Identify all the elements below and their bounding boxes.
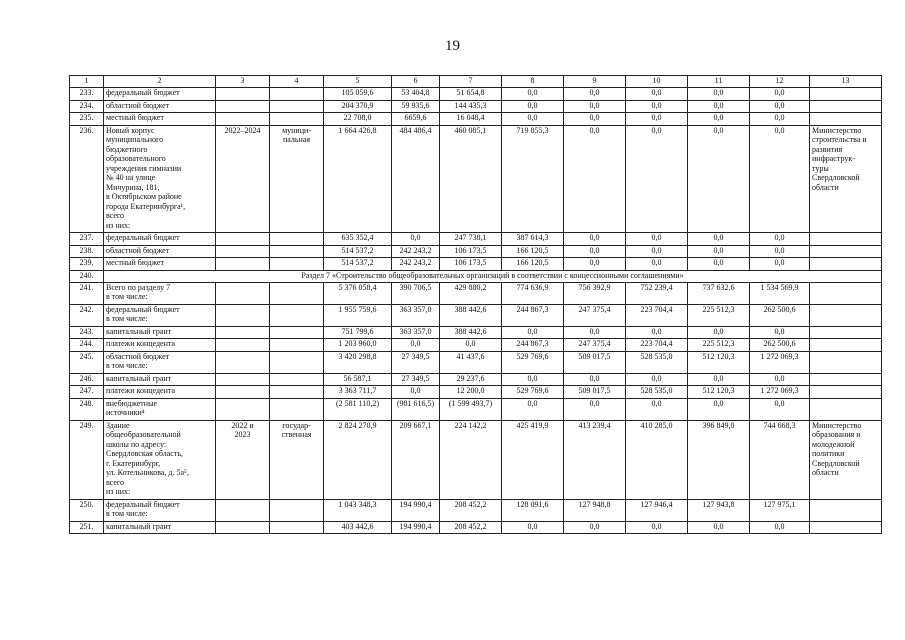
table-row xyxy=(70,521,882,534)
budget-table xyxy=(69,75,882,534)
row-period xyxy=(216,499,270,521)
row-value: 194 990,4 xyxy=(392,521,440,534)
row-period xyxy=(216,521,270,534)
row-number: 239. xyxy=(70,258,104,271)
row-type xyxy=(270,100,324,113)
row-value: 16 048,4 xyxy=(440,113,502,126)
row-organization xyxy=(810,100,882,113)
row-value: 204 370,9 xyxy=(324,100,392,113)
row-value: 0,0 xyxy=(502,373,564,386)
row-organization xyxy=(810,282,882,304)
row-value: (2 581 110,2) xyxy=(324,398,392,420)
row-organization xyxy=(810,339,882,352)
row-value: 106 173,5 xyxy=(440,245,502,258)
table-row xyxy=(70,339,882,352)
row-value: 0,0 xyxy=(626,326,688,339)
row-number: 237. xyxy=(70,233,104,246)
row-type xyxy=(270,113,324,126)
row-type xyxy=(270,88,324,101)
row-organization xyxy=(810,386,882,399)
row-value: 0,0 xyxy=(750,88,810,101)
row-value: 1 955 759,6 xyxy=(324,304,392,326)
row-value: 0,0 xyxy=(502,521,564,534)
row-value: 0,0 xyxy=(392,233,440,246)
row-value: 0,0 xyxy=(626,398,688,420)
row-value: 403 442,6 xyxy=(324,521,392,534)
row-period xyxy=(216,113,270,126)
row-value: 0,0 xyxy=(626,125,688,233)
table-row xyxy=(70,398,882,420)
row-organization xyxy=(810,304,882,326)
row-value: 0,0 xyxy=(502,113,564,126)
row-type xyxy=(270,373,324,386)
row-value: 29 237,6 xyxy=(440,373,502,386)
row-organization xyxy=(810,521,882,534)
row-value: 390 706,5 xyxy=(392,282,440,304)
row-type xyxy=(270,233,324,246)
row-value: 194 990,4 xyxy=(392,499,440,521)
row-period xyxy=(216,282,270,304)
row-name: капитальный грант xyxy=(104,373,216,386)
column-header: 13 xyxy=(810,76,882,88)
table-row xyxy=(70,282,882,304)
row-number: 249. xyxy=(70,420,104,499)
table-row xyxy=(70,88,882,101)
row-value: 0,0 xyxy=(688,113,750,126)
row-type xyxy=(270,351,324,373)
row-value: 56 587,1 xyxy=(324,373,392,386)
row-organization xyxy=(810,326,882,339)
row-organization xyxy=(810,351,882,373)
row-value: 0,0 xyxy=(750,326,810,339)
row-value: 410 285,0 xyxy=(626,420,688,499)
row-value: 166 120,5 xyxy=(502,245,564,258)
row-value: 0,0 xyxy=(502,326,564,339)
row-value: 0,0 xyxy=(564,326,626,339)
row-value: 0,0 xyxy=(564,88,626,101)
row-value: 0,0 xyxy=(564,373,626,386)
row-value: 0,0 xyxy=(688,88,750,101)
column-header: 12 xyxy=(750,76,810,88)
row-number: 248. xyxy=(70,398,104,420)
row-number: 242. xyxy=(70,304,104,326)
row-value: 127 943,8 xyxy=(688,499,750,521)
row-period xyxy=(216,351,270,373)
row-number: 236. xyxy=(70,125,104,233)
row-value: 1 272 069,3 xyxy=(750,386,810,399)
row-name: платежи концедента xyxy=(104,386,216,399)
column-header: 11 xyxy=(688,76,750,88)
row-value: 0,0 xyxy=(626,258,688,271)
row-period: 2022 и 2023 xyxy=(216,420,270,499)
table-row xyxy=(70,386,882,399)
row-value: 514 537,2 xyxy=(324,258,392,271)
row-name: Здание общеобразовательной школы по адресу: Свердловская область, г. Екатеринбург, ул. Котельникова, д. 5а⁵, всего из них: xyxy=(104,420,216,499)
row-value: 0,0 xyxy=(392,386,440,399)
row-value: 225 512,3 xyxy=(688,339,750,352)
row-value: 247 375,4 xyxy=(564,339,626,352)
row-value: 744 668,3 xyxy=(750,420,810,499)
row-value: 529 769,6 xyxy=(502,351,564,373)
row-value: 3 363 711,7 xyxy=(324,386,392,399)
row-value: 0,0 xyxy=(688,373,750,386)
row-organization xyxy=(810,245,882,258)
row-number: 245. xyxy=(70,351,104,373)
row-name: областной бюджет в том числе: xyxy=(104,351,216,373)
row-number: 247. xyxy=(70,386,104,399)
row-value: 751 799,6 xyxy=(324,326,392,339)
row-period xyxy=(216,100,270,113)
row-value: 512 120,3 xyxy=(688,386,750,399)
row-type xyxy=(270,258,324,271)
row-value: 1 203 960,0 xyxy=(324,339,392,352)
row-number: 246. xyxy=(70,373,104,386)
row-type xyxy=(270,245,324,258)
row-period xyxy=(216,386,270,399)
row-value: 0,0 xyxy=(502,100,564,113)
row-period xyxy=(216,88,270,101)
row-value: 0,0 xyxy=(564,258,626,271)
row-organization xyxy=(810,398,882,420)
row-value: 223 704,4 xyxy=(626,339,688,352)
column-header: 4 xyxy=(270,76,324,88)
column-header: 2 xyxy=(104,76,216,88)
row-value: 127 948,8 xyxy=(564,499,626,521)
row-value: 0,0 xyxy=(750,125,810,233)
row-type xyxy=(270,339,324,352)
row-value: 363 357,0 xyxy=(392,326,440,339)
row-value: 41 437,6 xyxy=(440,351,502,373)
row-period xyxy=(216,326,270,339)
row-value: 127 946,4 xyxy=(626,499,688,521)
row-type xyxy=(270,282,324,304)
table-row xyxy=(70,420,882,499)
row-type xyxy=(270,304,324,326)
row-organization xyxy=(810,258,882,271)
row-value: 388 442,6 xyxy=(440,326,502,339)
row-name: Всего по разделу 7 в том числе: xyxy=(104,282,216,304)
row-value: 529 769,6 xyxy=(502,386,564,399)
row-value: 514 537,2 xyxy=(324,245,392,258)
row-value: 0,0 xyxy=(688,398,750,420)
row-value: 0,0 xyxy=(688,100,750,113)
row-value: 0,0 xyxy=(750,521,810,534)
row-value: 0,0 xyxy=(688,245,750,258)
row-value: 0,0 xyxy=(688,521,750,534)
row-number: 250. xyxy=(70,499,104,521)
row-period: 2022–2024 xyxy=(216,125,270,233)
row-value: 429 880,2 xyxy=(440,282,502,304)
row-number: 240. xyxy=(70,270,104,282)
row-value: 0,0 xyxy=(502,398,564,420)
row-value: 0,0 xyxy=(750,373,810,386)
header-row xyxy=(70,76,882,88)
row-value: 2 824 270,9 xyxy=(324,420,392,499)
row-period xyxy=(216,373,270,386)
row-number: 233. xyxy=(70,88,104,101)
row-name: федеральный бюджет xyxy=(104,233,216,246)
row-value: 242 243,2 xyxy=(392,245,440,258)
row-value: 0,0 xyxy=(626,100,688,113)
table-row xyxy=(70,100,882,113)
row-value: 0,0 xyxy=(564,125,626,233)
row-value: 719 855,3 xyxy=(502,125,564,233)
row-value: 460 085,1 xyxy=(440,125,502,233)
row-organization xyxy=(810,499,882,521)
row-value: 413 239,4 xyxy=(564,420,626,499)
row-value: 127 975,1 xyxy=(750,499,810,521)
column-header: 8 xyxy=(502,76,564,88)
table-row xyxy=(70,233,882,246)
row-value: 262 500,6 xyxy=(750,304,810,326)
row-value: 0,0 xyxy=(688,326,750,339)
row-value: 105 059,6 xyxy=(324,88,392,101)
row-name: федеральный бюджет xyxy=(104,88,216,101)
row-value: 737 632,6 xyxy=(688,282,750,304)
row-value: 247 375,4 xyxy=(564,304,626,326)
column-header: 3 xyxy=(216,76,270,88)
row-value: 425 419,9 xyxy=(502,420,564,499)
row-type xyxy=(270,521,324,534)
row-value: 1 664 426,8 xyxy=(324,125,392,233)
row-value: 0,0 xyxy=(626,245,688,258)
row-value: 0,0 xyxy=(626,373,688,386)
row-value: 242 243,2 xyxy=(392,258,440,271)
row-organization xyxy=(810,113,882,126)
row-value: 396 849,0 xyxy=(688,420,750,499)
section-row xyxy=(70,270,882,282)
row-number: 238. xyxy=(70,245,104,258)
table-row xyxy=(70,113,882,126)
row-value: 512 120,3 xyxy=(688,351,750,373)
row-value: 1 534 569,9 xyxy=(750,282,810,304)
row-value: 0,0 xyxy=(564,233,626,246)
row-name: областной бюджет xyxy=(104,100,216,113)
row-value: 0,0 xyxy=(750,233,810,246)
section-title: Раздел 7 «Строительство общеобразовательных организаций в соответствии с концессионными соглашениями» xyxy=(104,270,882,282)
row-value: 22 708,0 xyxy=(324,113,392,126)
row-period xyxy=(216,304,270,326)
row-value: 27 349,5 xyxy=(392,351,440,373)
row-value: 1 272 069,3 xyxy=(750,351,810,373)
row-value: 244 867,3 xyxy=(502,304,564,326)
row-value: 0,0 xyxy=(688,125,750,233)
row-value: 0,0 xyxy=(502,88,564,101)
row-value: 224 142,2 xyxy=(440,420,502,499)
row-name: местный бюджет xyxy=(104,113,216,126)
table-row xyxy=(70,245,882,258)
row-value: 209 667,1 xyxy=(392,420,440,499)
row-number: 241. xyxy=(70,282,104,304)
row-value: 387 614,3 xyxy=(502,233,564,246)
row-value: 0,0 xyxy=(750,245,810,258)
row-value: 5 376 058,4 xyxy=(324,282,392,304)
row-value: 0,0 xyxy=(392,339,440,352)
row-value: 0,0 xyxy=(750,113,810,126)
row-value: 208 452,2 xyxy=(440,499,502,521)
table-row xyxy=(70,351,882,373)
row-value: 106 173,5 xyxy=(440,258,502,271)
row-value: 509 017,5 xyxy=(564,351,626,373)
row-name: местный бюджет xyxy=(104,258,216,271)
row-value: 363 357,0 xyxy=(392,304,440,326)
column-header: 7 xyxy=(440,76,502,88)
row-type: государ- ственная xyxy=(270,420,324,499)
column-header: 10 xyxy=(626,76,688,88)
row-name: капитальный грант xyxy=(104,521,216,534)
row-organization xyxy=(810,233,882,246)
column-header: 5 xyxy=(324,76,392,88)
row-type xyxy=(270,499,324,521)
row-value: 225 512,3 xyxy=(688,304,750,326)
table-row xyxy=(70,304,882,326)
table-row xyxy=(70,499,882,521)
row-value: 0,0 xyxy=(564,245,626,258)
row-value: (981 616,5) xyxy=(392,398,440,420)
row-value: 59 935,6 xyxy=(392,100,440,113)
row-value: 208 452,2 xyxy=(440,521,502,534)
row-name: областной бюджет xyxy=(104,245,216,258)
row-value: 0,0 xyxy=(626,521,688,534)
row-name: внебюджетные источники⁴ xyxy=(104,398,216,420)
table-row xyxy=(70,326,882,339)
row-period xyxy=(216,233,270,246)
row-number: 235. xyxy=(70,113,104,126)
row-number: 251. xyxy=(70,521,104,534)
row-value: 166 120,5 xyxy=(502,258,564,271)
row-value: (1 599 493,7) xyxy=(440,398,502,420)
row-number: 244. xyxy=(70,339,104,352)
row-type xyxy=(270,326,324,339)
row-period xyxy=(216,398,270,420)
row-value: 0,0 xyxy=(626,113,688,126)
row-value: 0,0 xyxy=(564,113,626,126)
row-value: 12 200,0 xyxy=(440,386,502,399)
page-number: 19 xyxy=(445,38,460,54)
row-value: 6659,6 xyxy=(392,113,440,126)
row-value: 752 239,4 xyxy=(626,282,688,304)
row-name: федеральный бюджет в том числе: xyxy=(104,304,216,326)
row-organization: Министерство образования и молодежной политики Свердловской области xyxy=(810,420,882,499)
row-value: 0,0 xyxy=(688,258,750,271)
column-header: 1 xyxy=(70,76,104,88)
row-period xyxy=(216,245,270,258)
row-period xyxy=(216,258,270,271)
row-value: 509 017,5 xyxy=(564,386,626,399)
row-value: 528 535,0 xyxy=(626,386,688,399)
row-number: 234. xyxy=(70,100,104,113)
row-value: 0,0 xyxy=(750,258,810,271)
row-value: 0,0 xyxy=(626,88,688,101)
table-row xyxy=(70,258,882,271)
row-value: 3 420 298,8 xyxy=(324,351,392,373)
column-header: 6 xyxy=(392,76,440,88)
row-value: 247 738,1 xyxy=(440,233,502,246)
table-row xyxy=(70,373,882,386)
row-value: 484 486,4 xyxy=(392,125,440,233)
row-value: 128 091,6 xyxy=(502,499,564,521)
row-value: 262 500,6 xyxy=(750,339,810,352)
row-type xyxy=(270,386,324,399)
row-value: 0,0 xyxy=(564,521,626,534)
row-value: 0,0 xyxy=(688,233,750,246)
row-name: Новый корпус муниципального бюджетного образовательного учреждения гимназии № 40 на улице Мичурина, 181, в Октябрьском районе города Екатеринбурга¹, всего из них: xyxy=(104,125,216,233)
row-type: муници- пальная xyxy=(270,125,324,233)
row-value: 774 636,9 xyxy=(502,282,564,304)
row-value: 0,0 xyxy=(750,100,810,113)
row-value: 53 404,8 xyxy=(392,88,440,101)
row-value: 0,0 xyxy=(626,233,688,246)
row-value: 528 535,0 xyxy=(626,351,688,373)
column-header: 9 xyxy=(564,76,626,88)
table-row xyxy=(70,125,882,233)
row-value: 27 349,5 xyxy=(392,373,440,386)
row-organization: Министерство строительства и развития инфраструк- туры Свердловской области xyxy=(810,125,882,233)
row-value: 635 352,4 xyxy=(324,233,392,246)
row-value: 51 654,8 xyxy=(440,88,502,101)
row-value: 1 043 348,3 xyxy=(324,499,392,521)
row-value: 0,0 xyxy=(750,398,810,420)
row-value: 388 442,6 xyxy=(440,304,502,326)
row-name: платежи концедента xyxy=(104,339,216,352)
row-value: 0,0 xyxy=(564,398,626,420)
row-name: капитальный грант xyxy=(104,326,216,339)
row-organization xyxy=(810,373,882,386)
row-organization xyxy=(810,88,882,101)
row-value: 0,0 xyxy=(564,100,626,113)
row-value: 756 392,9 xyxy=(564,282,626,304)
row-type xyxy=(270,398,324,420)
row-value: 144 435,3 xyxy=(440,100,502,113)
row-period xyxy=(216,339,270,352)
row-value: 223 704,4 xyxy=(626,304,688,326)
row-value: 0,0 xyxy=(440,339,502,352)
row-name: федеральный бюджет в том числе: xyxy=(104,499,216,521)
row-value: 244 867,3 xyxy=(502,339,564,352)
row-number: 243. xyxy=(70,326,104,339)
